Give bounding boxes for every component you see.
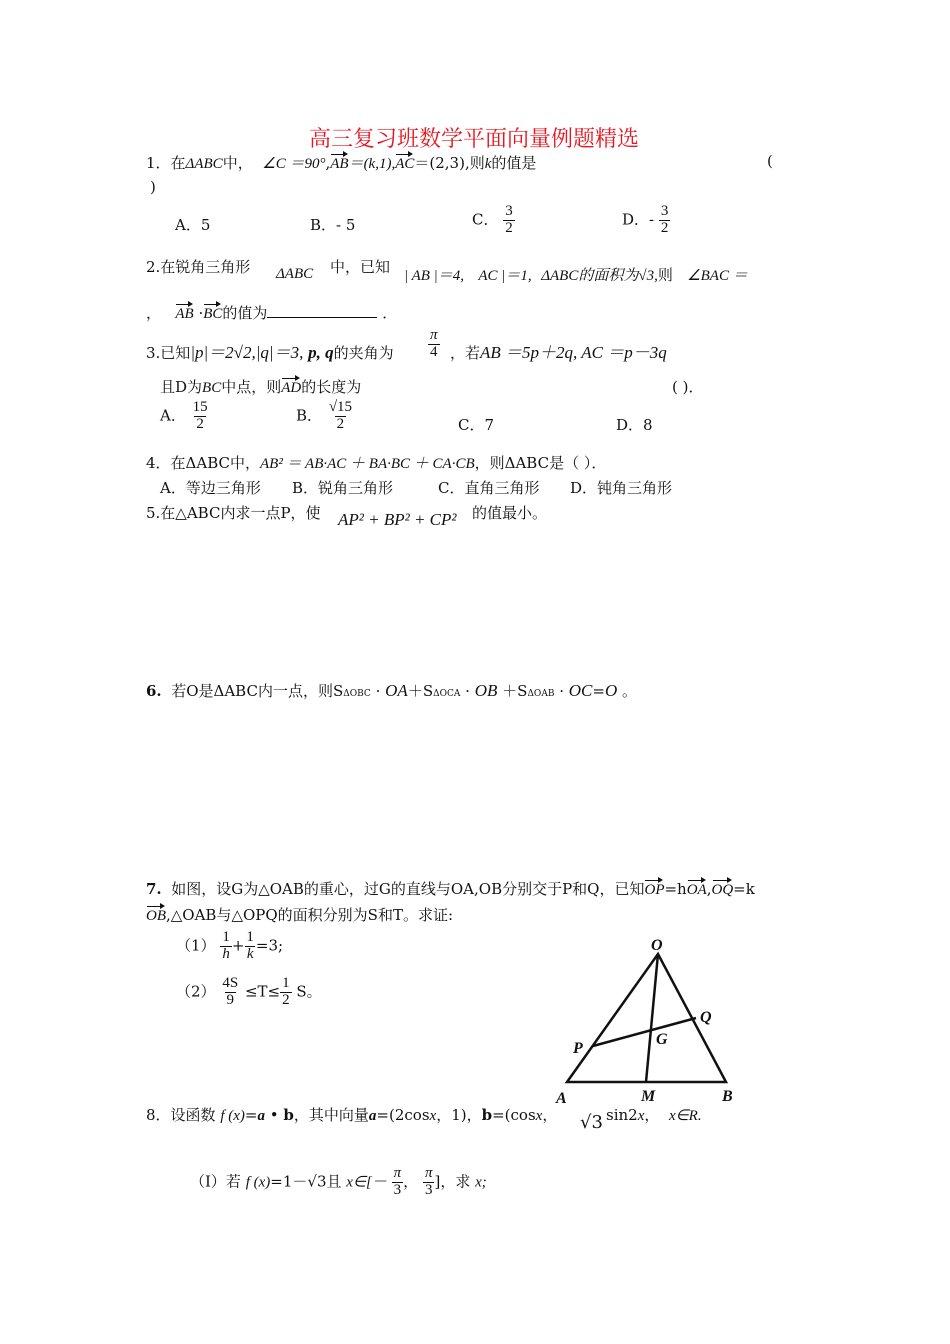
q3-option-c: C．7 <box>458 416 495 434</box>
q4-option-c: C．直角三角形 <box>438 479 540 497</box>
q2-triangle: ΔABC <box>276 266 314 282</box>
question-5: 5.在△ABC内求一点P，使 <box>146 504 321 522</box>
q2-vector-bc: BC <box>203 306 223 322</box>
q1-ac-value: ＝(2,3),则 <box>414 154 485 172</box>
q2-given: 中，已知 <box>330 258 391 276</box>
q1-vector-ab: AB <box>330 156 349 172</box>
q3-vector-ad: AD <box>281 380 302 396</box>
label-p: P <box>573 1040 583 1057</box>
q3-option-a: A． $\frac{15}{2}$ <box>160 399 208 432</box>
q2-angle: ∠BAC ＝ <box>687 268 748 284</box>
q2-vector-ab: AB <box>175 306 194 322</box>
q2-area: ΔABC的面积为√3, <box>541 268 658 284</box>
q3-angle-fraction: $\frac{\pi}{4}$ <box>430 327 438 360</box>
label-g: G <box>656 1031 668 1048</box>
q1-paren-close: ) <box>150 178 156 196</box>
question-6: 6. 若O是ΔABC内一点，则SΔOBC · OA＋SΔOCA · OB ＋SΔOAB · OC=O 。 <box>146 681 638 700</box>
q2-answer-blank <box>267 303 377 318</box>
q1-triangle: ΔABC <box>185 156 223 172</box>
q1-option-d-fraction: $\frac{3}{2}$ <box>660 203 669 236</box>
question-3: 3.已知|p|＝2√2,|q|＝3, p, q的夹角为 <box>146 343 394 362</box>
label-o: O <box>651 937 663 954</box>
q1-tail: 的值是 <box>491 154 537 172</box>
q1-k: k <box>484 156 492 172</box>
q1-option-a: A．5 <box>175 216 211 234</box>
question-4: 4．在ΔABC中，AB² ＝ AB·AC ＋ BA·BC ＋ CA·CB，则ΔABC是（ ）． <box>146 454 607 472</box>
q3-q-abs: |q|＝3, <box>255 343 304 362</box>
q3-option-b: B． $\frac{√15}{2}$ <box>296 399 353 432</box>
q3-paren: ( )． <box>672 378 704 396</box>
q1-vector-ac: AC <box>395 156 415 172</box>
page-title: 高三复习班数学平面向量例题精选 <box>309 127 640 152</box>
q1-option-c-fraction: $\frac{3}{2}$ <box>505 203 513 236</box>
q1-option-c-label: C． <box>472 210 499 229</box>
q1-option-d <box>622 204 670 237</box>
q2-abs-ab: | AB |＝4, <box>404 268 465 284</box>
q3-pq: p, q <box>308 343 334 362</box>
label-a: A <box>556 1090 567 1107</box>
question-1: 1．在ΔABC中， ∠C ＝90°,AB＝(k,1),AC＝(2,3),则k的值是 <box>146 154 537 172</box>
q3-p-abs: |p|＝2√2, <box>190 343 256 362</box>
q3-ab-expr: AB ＝5p＋2q, AC ＝p－3q <box>480 343 667 362</box>
q1-mid: 中， <box>222 154 253 172</box>
q7-line2: OB,△OAB与△OPQ的面积分别为S和T。求证: <box>146 906 454 924</box>
q1-option-c <box>472 204 515 237</box>
q5-expr: AP² + BP² + CP² <box>338 510 457 529</box>
q2-conditions <box>404 264 748 285</box>
label-b: B <box>722 1088 733 1105</box>
q3-condition: ，若AB ＝5p＋2q, AC ＝p－3q <box>450 343 667 362</box>
q4-expr: AB² ＝ AB·AC ＋ BA·BC ＋ CA·CB <box>260 456 475 472</box>
q2-then: 则 <box>657 266 673 284</box>
label-q: Q <box>700 1009 712 1026</box>
median-om <box>646 954 658 1082</box>
q4-option-d: D．钝角三角形 <box>570 479 673 497</box>
q5-tail: 的值最小。 <box>472 504 548 522</box>
q1-number: 1．在 <box>146 154 186 172</box>
q2-intro: 2.在锐角三角形 <box>146 258 251 276</box>
question-2 <box>146 256 250 277</box>
triangle-figure <box>550 930 750 1110</box>
q7-part2: （2） $\frac{4S}{9}$ ≤T≤ $\frac{1}{2}$ S。 <box>176 975 322 1008</box>
question-8: 8．设函数 f (x)=a • b，其中向量a=(2cosx，1)，b=(cosx， <box>146 1106 558 1124</box>
question-7: 7. 如图，设G为△OAB的重心，过G的直线与OA,OB分别交于P和Q，已知OP=hOA,OQ=k <box>146 880 755 898</box>
q1-option-d-label: D．- <box>622 210 655 229</box>
q8-part1: （Ⅰ）若 f (x)=1－√3且 x∈[－ $\frac{\pi}{3}$ ， $\frac{\pi}{3}$ ]，求 x; <box>190 1165 487 1198</box>
q2-abs-ac: AC |＝1, <box>478 268 532 284</box>
q8-sin: sin2x， x∈R. <box>606 1106 702 1124</box>
q1-angle: ∠C ＝90° <box>262 156 326 172</box>
q1-ab-value: ＝(k,1), <box>348 156 396 172</box>
q1-paren-open: ( <box>767 152 773 170</box>
q4-option-b: B．锐角三角形 <box>292 479 394 497</box>
q1-option-b: B．- 5 <box>310 216 356 234</box>
q2-line2: ， AB ·BC的值为 ． <box>146 304 398 322</box>
q3-line2: 且D为BC中点，则AD的长度为 <box>160 378 362 396</box>
q7-part1: （1） $\frac{1}{h}$ + $\frac{1}{k}$ =3; <box>176 929 284 962</box>
q8-sqrt3: √3 <box>580 1112 603 1133</box>
q4-option-a: A．等边三角形 <box>160 479 261 497</box>
label-m: M <box>641 1088 656 1105</box>
q3-option-d: D．8 <box>616 416 653 434</box>
